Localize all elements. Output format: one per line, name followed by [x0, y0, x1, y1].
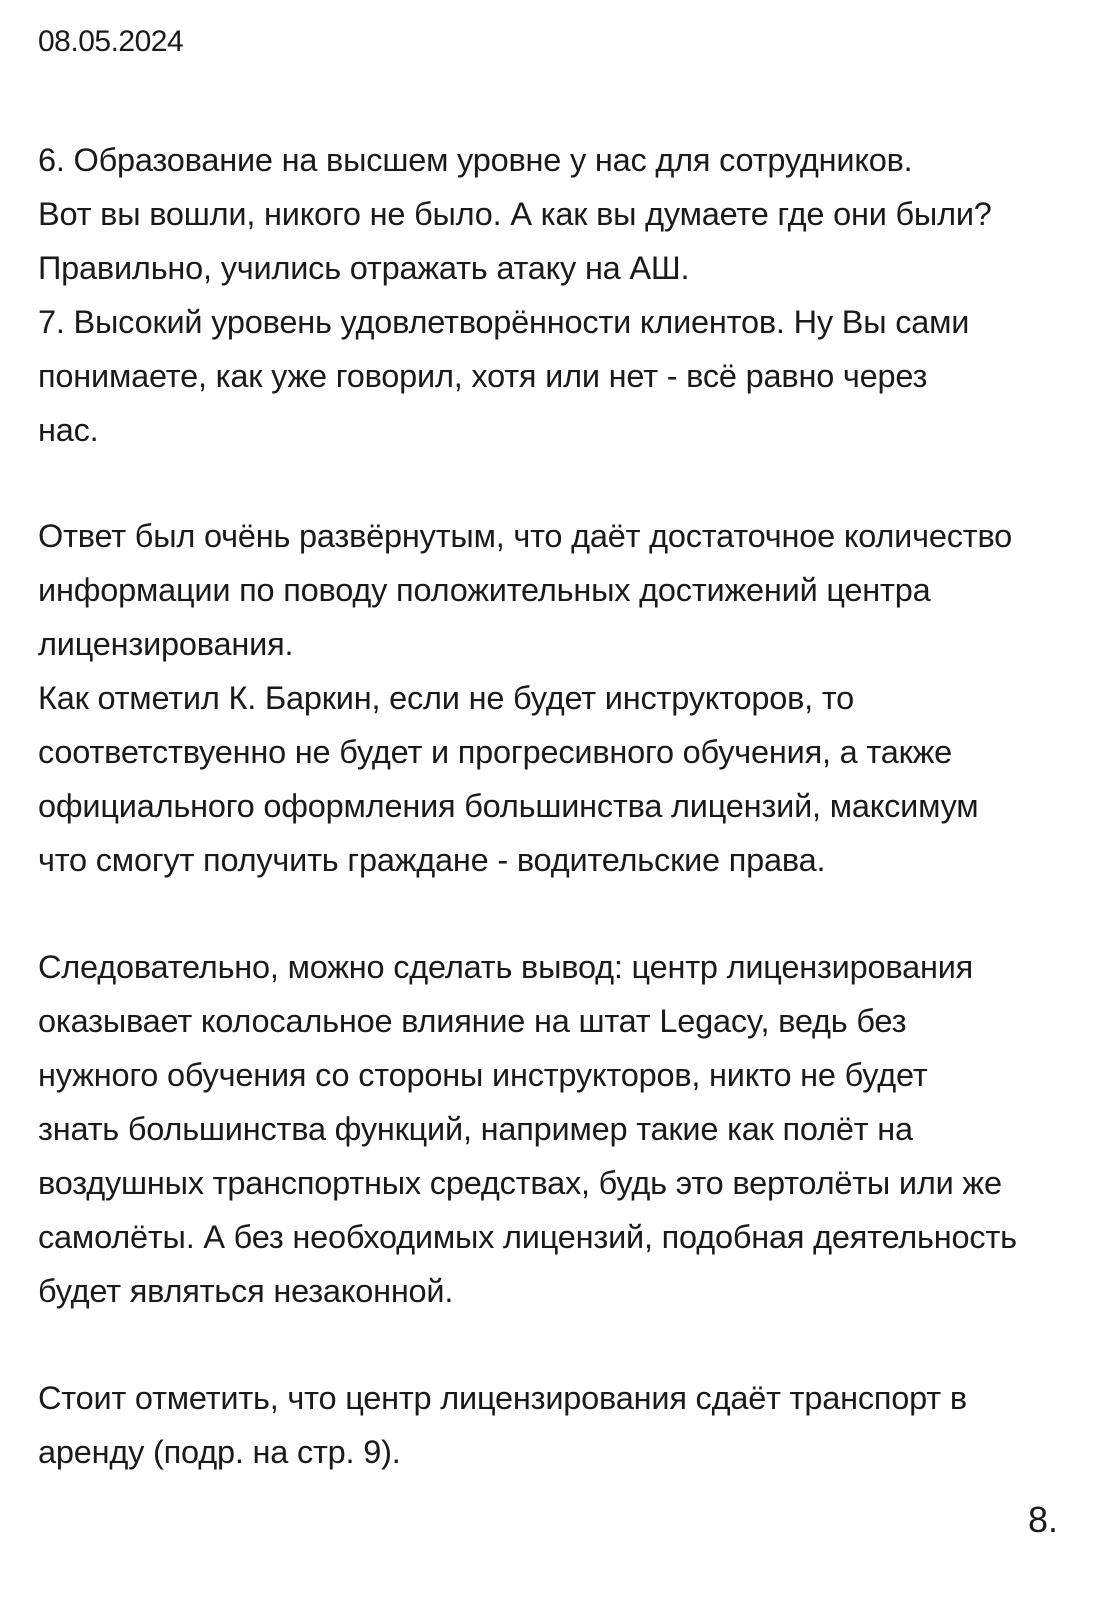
text-line: Правильно, учились отражать атаку на АШ.: [38, 250, 690, 286]
text-line: оказывает колосальное влияние на штат Legacy, ведь без: [38, 1003, 907, 1039]
text-line: самолёты. А без необходимых лицензий, подобная деятельность: [38, 1219, 1017, 1255]
text-line: лицензирования.: [38, 626, 294, 662]
text-line: Как отметил К. Баркин, если не будет инструкторов, то: [38, 680, 855, 716]
paragraph-list-items: [38, 133, 1078, 457]
text-line: знать большинства функций, например такие как полёт на: [38, 1111, 913, 1147]
paragraph-conclusion: [38, 940, 1078, 1318]
text-line: нужного обучения со стороны инструкторов, никто не будет: [38, 1057, 928, 1093]
text-line: Стоит отметить, что центр лицензирования сдаёт транспорт в: [38, 1380, 967, 1416]
text-line: соответствуенно не будет и прогресивного обучения, а также: [38, 734, 952, 770]
document-date: 08.05.2024: [38, 25, 184, 58]
text-line: будет являться незаконной.: [38, 1273, 454, 1309]
text-line: нас.: [38, 412, 99, 448]
text-line: Вот вы вошли, никого не было. А как вы думаете где они были?: [38, 196, 992, 232]
text-line: понимаете, как уже говорил, хотя или нет - всё равно через: [38, 358, 928, 394]
text-line: Ответ был очёнь развёрнутым, что даёт достаточное количество: [38, 518, 1013, 554]
page-number: 8.: [1027, 1499, 1058, 1540]
text-line: воздушных транспортных средствах, будь это вертолёты или же: [38, 1165, 1002, 1201]
text-line: информации по поводу положительных достижений центра: [38, 572, 931, 608]
text-line: 6. Образование на высшем уровне у нас для сотрудников.: [38, 142, 913, 178]
text-line: что смогут получить граждане - водительские права.: [38, 842, 826, 878]
text-line: аренду (подр. на стр. 9).: [38, 1434, 401, 1470]
paragraph-note: [38, 1371, 1078, 1479]
paragraph-answer-analysis: [38, 509, 1078, 887]
text-line: Следовательно, можно сделать вывод: центр лицензирования: [38, 949, 974, 985]
text-line: официального оформления большинства лицензий, максимум: [38, 788, 979, 824]
text-line: 7. Высокий уровень удовлетворённости клиентов. Ну Вы сами: [38, 304, 970, 340]
